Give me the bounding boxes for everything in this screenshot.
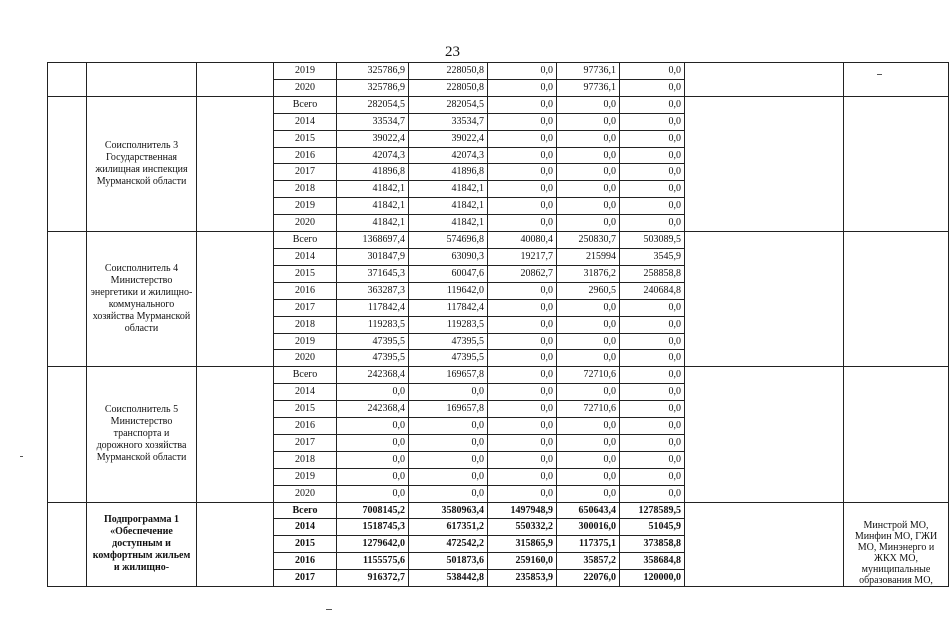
year-cell: 2020: [274, 485, 337, 502]
value-cell: 0,0: [620, 418, 685, 435]
value-cell: 0,0: [557, 350, 620, 367]
value-cell: 0,0: [488, 401, 557, 418]
value-cell: 650643,4: [557, 502, 620, 519]
year-cell: Всего: [274, 232, 337, 249]
value-cell: 358684,8: [620, 553, 685, 570]
value-cell: 0,0: [488, 384, 557, 401]
value-cell: 0,0: [620, 451, 685, 468]
value-cell: 0,0: [620, 181, 685, 198]
blank-cell: [685, 232, 844, 367]
year-cell: 2016: [274, 147, 337, 164]
value-cell: 47395,5: [337, 350, 409, 367]
value-cell: 40080,4: [488, 232, 557, 249]
value-cell: 373858,8: [620, 536, 685, 553]
blank-cell: [844, 63, 949, 97]
value-cell: 538442,8: [409, 570, 488, 587]
value-cell: 0,0: [557, 451, 620, 468]
blank-cell: [844, 232, 949, 367]
value-cell: 41842,1: [409, 215, 488, 232]
value-cell: 0,0: [620, 316, 685, 333]
value-cell: 0,0: [557, 384, 620, 401]
value-cell: 0,0: [557, 164, 620, 181]
value-cell: 0,0: [620, 299, 685, 316]
value-cell: 258858,8: [620, 265, 685, 282]
value-cell: 503089,5: [620, 232, 685, 249]
value-cell: 39022,4: [409, 130, 488, 147]
value-cell: 63090,3: [409, 248, 488, 265]
value-cell: 0,0: [409, 418, 488, 435]
value-cell: 0,0: [620, 198, 685, 215]
value-cell: 0,0: [488, 333, 557, 350]
value-cell: 0,0: [620, 401, 685, 418]
blank-cell: [685, 96, 844, 231]
value-cell: 259160,0: [488, 553, 557, 570]
margin-mark: [326, 609, 332, 610]
year-cell: 2015: [274, 536, 337, 553]
table-row: [48, 96, 949, 113]
value-cell: 117375,1: [557, 536, 620, 553]
executor-cell: Соисполнитель 4 Министерство энергетики и жилищно-коммунального хозяйства Мурманской области: [87, 232, 197, 367]
year-cell: Всего: [274, 502, 337, 519]
year-cell: 2018: [274, 181, 337, 198]
value-cell: 472542,2: [409, 536, 488, 553]
value-cell: 0,0: [620, 333, 685, 350]
year-cell: 2017: [274, 299, 337, 316]
executor-cell: [87, 63, 197, 97]
value-cell: 117842,4: [337, 299, 409, 316]
year-cell: 2017: [274, 434, 337, 451]
year-cell: 2015: [274, 130, 337, 147]
value-cell: 35857,2: [557, 553, 620, 570]
value-cell: 0,0: [488, 130, 557, 147]
value-cell: 0,0: [337, 384, 409, 401]
value-cell: 47395,5: [337, 333, 409, 350]
blank-cell: [197, 96, 274, 231]
value-cell: 0,0: [488, 164, 557, 181]
value-cell: 72710,6: [557, 401, 620, 418]
value-cell: 0,0: [488, 113, 557, 130]
value-cell: 41842,1: [409, 181, 488, 198]
value-cell: 0,0: [557, 198, 620, 215]
value-cell: 97736,1: [557, 79, 620, 96]
value-cell: 39022,4: [337, 130, 409, 147]
value-cell: 1278589,5: [620, 502, 685, 519]
value-cell: 1155575,6: [337, 553, 409, 570]
value-cell: 242368,4: [337, 367, 409, 384]
value-cell: 501873,6: [409, 553, 488, 570]
year-cell: 2015: [274, 265, 337, 282]
value-cell: 0,0: [620, 113, 685, 130]
value-cell: 0,0: [620, 96, 685, 113]
value-cell: 0,0: [620, 79, 685, 96]
page-number: 23: [445, 44, 460, 60]
budget-table-body: [48, 63, 949, 587]
value-cell: 0,0: [557, 485, 620, 502]
year-cell: 2016: [274, 418, 337, 435]
value-cell: 0,0: [620, 130, 685, 147]
value-cell: 0,0: [409, 451, 488, 468]
blank-cell: [685, 367, 844, 502]
value-cell: 0,0: [557, 418, 620, 435]
blank-cell: [685, 502, 844, 587]
value-cell: 0,0: [337, 434, 409, 451]
value-cell: 0,0: [557, 333, 620, 350]
blank-cell: [48, 232, 87, 367]
value-cell: 0,0: [557, 96, 620, 113]
value-cell: 33534,7: [337, 113, 409, 130]
blank-cell: [197, 63, 274, 97]
value-cell: 250830,7: [557, 232, 620, 249]
year-cell: 2014: [274, 519, 337, 536]
year-cell: 2020: [274, 350, 337, 367]
value-cell: 0,0: [337, 451, 409, 468]
value-cell: 235853,9: [488, 570, 557, 587]
value-cell: 300016,0: [557, 519, 620, 536]
value-cell: 117842,4: [409, 299, 488, 316]
year-cell: Всего: [274, 367, 337, 384]
value-cell: 0,0: [557, 316, 620, 333]
year-cell: 2016: [274, 553, 337, 570]
year-cell: 2019: [274, 468, 337, 485]
value-cell: 0,0: [488, 418, 557, 435]
value-cell: 0,0: [409, 434, 488, 451]
year-cell: 2018: [274, 451, 337, 468]
value-cell: 7008145,2: [337, 502, 409, 519]
value-cell: 19217,7: [488, 248, 557, 265]
table-row: [48, 232, 949, 249]
budget-table-frame: [47, 62, 938, 587]
value-cell: 0,0: [488, 350, 557, 367]
blank-cell: [844, 367, 949, 502]
value-cell: 574696,8: [409, 232, 488, 249]
value-cell: 215994: [557, 248, 620, 265]
value-cell: 0,0: [488, 282, 557, 299]
value-cell: 41896,8: [409, 164, 488, 181]
year-cell: 2014: [274, 113, 337, 130]
year-cell: 2014: [274, 384, 337, 401]
value-cell: 282054,5: [337, 96, 409, 113]
value-cell: 0,0: [409, 485, 488, 502]
value-cell: 0,0: [488, 215, 557, 232]
year-cell: 2020: [274, 215, 337, 232]
executor-cell: Соисполнитель 3 Государственная жилищная инспекция Мурманской области: [87, 96, 197, 231]
year-cell: 2016: [274, 282, 337, 299]
value-cell: 0,0: [620, 485, 685, 502]
value-cell: 1368697,4: [337, 232, 409, 249]
value-cell: 0,0: [488, 198, 557, 215]
table-row: [48, 502, 949, 519]
value-cell: 0,0: [488, 63, 557, 80]
value-cell: 315865,9: [488, 536, 557, 553]
value-cell: 550332,2: [488, 519, 557, 536]
value-cell: 0,0: [620, 350, 685, 367]
value-cell: 0,0: [620, 63, 685, 80]
value-cell: 33534,7: [409, 113, 488, 130]
value-cell: 0,0: [488, 316, 557, 333]
value-cell: 301847,9: [337, 248, 409, 265]
value-cell: 0,0: [620, 434, 685, 451]
value-cell: 0,0: [557, 147, 620, 164]
value-cell: 119642,0: [409, 282, 488, 299]
value-cell: 41842,1: [337, 215, 409, 232]
value-cell: 0,0: [620, 215, 685, 232]
year-cell: 2020: [274, 79, 337, 96]
value-cell: 0,0: [488, 96, 557, 113]
value-cell: 325786,9: [337, 63, 409, 80]
year-cell: 2017: [274, 570, 337, 587]
value-cell: 0,0: [337, 468, 409, 485]
value-cell: 1518745,3: [337, 519, 409, 536]
value-cell: 119283,5: [409, 316, 488, 333]
year-cell: 2019: [274, 63, 337, 80]
value-cell: 2960,5: [557, 282, 620, 299]
blank-cell: [48, 96, 87, 231]
value-cell: 47395,5: [409, 333, 488, 350]
value-cell: 0,0: [488, 299, 557, 316]
value-cell: 169657,8: [409, 401, 488, 418]
value-cell: 0,0: [488, 451, 557, 468]
value-cell: 0,0: [620, 367, 685, 384]
value-cell: 1497948,9: [488, 502, 557, 519]
value-cell: 72710,6: [557, 367, 620, 384]
value-cell: 0,0: [557, 215, 620, 232]
year-cell: 2019: [274, 198, 337, 215]
value-cell: 22076,0: [557, 570, 620, 587]
value-cell: 0,0: [620, 164, 685, 181]
blank-cell: [48, 502, 87, 587]
executor-cell: Соисполнитель 5 Министерство транспорта и дорожного хозяйства Мурманской области: [87, 367, 197, 502]
value-cell: 282054,5: [409, 96, 488, 113]
value-cell: 0,0: [620, 147, 685, 164]
value-cell: 41842,1: [337, 181, 409, 198]
value-cell: 120000,0: [620, 570, 685, 587]
value-cell: 0,0: [620, 384, 685, 401]
value-cell: 169657,8: [409, 367, 488, 384]
value-cell: 0,0: [488, 79, 557, 96]
value-cell: 325786,9: [337, 79, 409, 96]
year-cell: 2014: [274, 248, 337, 265]
value-cell: 228050,8: [409, 79, 488, 96]
value-cell: 41842,1: [337, 198, 409, 215]
value-cell: 0,0: [557, 468, 620, 485]
blank-cell: [197, 502, 274, 587]
blank-cell: [685, 63, 844, 97]
value-cell: 240684,8: [620, 282, 685, 299]
value-cell: 42074,3: [337, 147, 409, 164]
value-cell: 0,0: [557, 181, 620, 198]
value-cell: 97736,1: [557, 63, 620, 80]
value-cell: 0,0: [337, 418, 409, 435]
value-cell: 3545,9: [620, 248, 685, 265]
year-cell: 2017: [274, 164, 337, 181]
value-cell: 1279642,0: [337, 536, 409, 553]
year-cell: 2019: [274, 333, 337, 350]
value-cell: 371645,3: [337, 265, 409, 282]
table-row: [48, 63, 949, 80]
value-cell: 0,0: [337, 485, 409, 502]
year-cell: Всего: [274, 96, 337, 113]
value-cell: 119283,5: [337, 316, 409, 333]
blank-cell: [48, 367, 87, 502]
blank-cell: [197, 367, 274, 502]
value-cell: 20862,7: [488, 265, 557, 282]
value-cell: 0,0: [557, 434, 620, 451]
value-cell: 47395,5: [409, 350, 488, 367]
responsible-cell: Минстрой МО, Минфин МО, ГЖИ МО, Минэнерго и ЖКХ МО, муниципальные образования МО,: [844, 502, 949, 587]
value-cell: 0,0: [488, 434, 557, 451]
budget-table: [47, 62, 949, 587]
table-row: [48, 367, 949, 384]
value-cell: 3580963,4: [409, 502, 488, 519]
value-cell: 41842,1: [409, 198, 488, 215]
value-cell: 0,0: [409, 384, 488, 401]
value-cell: 0,0: [488, 468, 557, 485]
value-cell: 51045,9: [620, 519, 685, 536]
value-cell: 363287,3: [337, 282, 409, 299]
value-cell: 31876,2: [557, 265, 620, 282]
value-cell: 617351,2: [409, 519, 488, 536]
value-cell: 0,0: [557, 113, 620, 130]
executor-cell: Подпрограмма 1 «Обеспечение доступным и комфортным жильем и жилищно-: [87, 502, 197, 587]
value-cell: 0,0: [488, 367, 557, 384]
margin-mark: [20, 456, 23, 457]
value-cell: 0,0: [557, 299, 620, 316]
blank-cell: [844, 96, 949, 231]
year-cell: 2015: [274, 401, 337, 418]
value-cell: 0,0: [557, 130, 620, 147]
blank-cell: [197, 232, 274, 367]
value-cell: 0,0: [488, 485, 557, 502]
value-cell: 228050,8: [409, 63, 488, 80]
value-cell: 0,0: [409, 468, 488, 485]
value-cell: 42074,3: [409, 147, 488, 164]
value-cell: 0,0: [488, 147, 557, 164]
value-cell: 916372,7: [337, 570, 409, 587]
blank-cell: [48, 63, 87, 97]
value-cell: 242368,4: [337, 401, 409, 418]
value-cell: 41896,8: [337, 164, 409, 181]
year-cell: 2018: [274, 316, 337, 333]
margin-mark: [877, 74, 882, 75]
value-cell: 0,0: [620, 468, 685, 485]
value-cell: 60047,6: [409, 265, 488, 282]
value-cell: 0,0: [488, 181, 557, 198]
